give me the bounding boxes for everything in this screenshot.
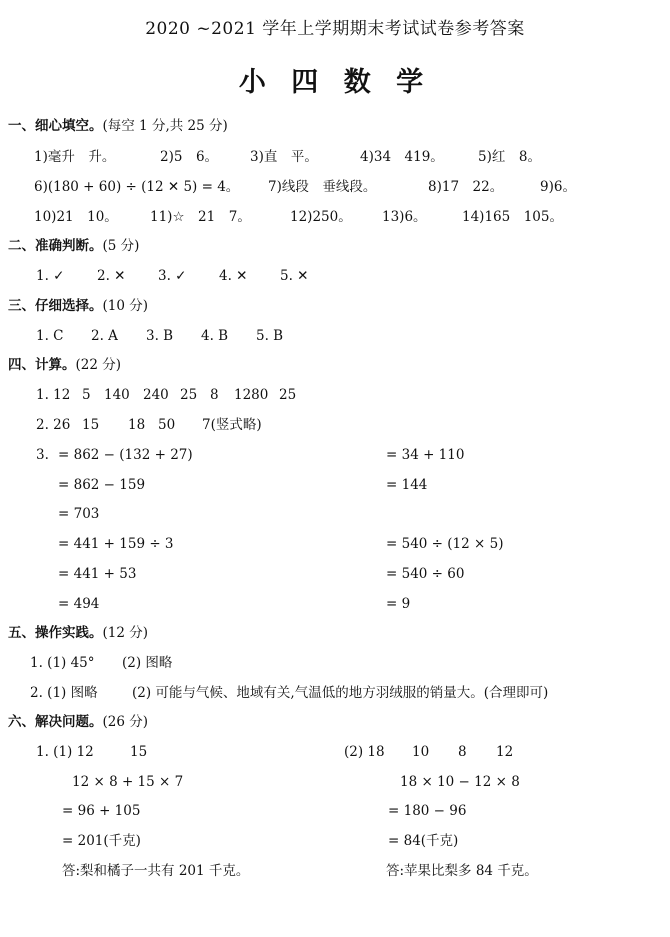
s1-answer-7: 7)线段 垂线段。 — [268, 179, 377, 195]
section-4-note: (22 分) — [75, 357, 122, 373]
header-title: 2020 ~2021 学年上学期期末考试试卷参考答案 — [145, 19, 525, 39]
s1-answer-2: 2)5 6。 — [160, 149, 219, 165]
s3-answer-5: 5. B — [256, 328, 284, 344]
s4-calc-left-3: = 703 — [58, 506, 100, 522]
s4-q2-value-2: 15 — [82, 417, 100, 433]
s1-answer-14: 14)165 105。 — [462, 209, 563, 225]
s5-answer-2-1: 2. (1) 图略 — [30, 685, 98, 701]
main-title: 小 四 数 学 — [238, 67, 432, 98]
s4-q1-value-7: 1280 — [234, 387, 269, 403]
section-2-heading — [8, 237, 139, 255]
s6-q2-line-1: 18 × 10 − 12 × 8 — [400, 774, 520, 790]
s1-answer-3: 3)直 平。 — [250, 149, 318, 165]
s4-q1-value-6: 8 — [210, 387, 219, 403]
s4-calc-left-2: = 862 − 159 — [58, 477, 146, 493]
s4-q3-label: 3. — [36, 447, 49, 463]
s4-calc-right-2: = 144 — [386, 477, 428, 493]
section-1-heading — [8, 117, 228, 135]
s1-answer-5: 5)红 8。 — [478, 149, 541, 165]
s4-calc-left-1: = 862 − (132 + 27) — [58, 447, 193, 463]
s4-q1-value-2: 5 — [82, 387, 91, 403]
s4-calc-left-5: = 441 + 53 — [58, 566, 137, 582]
s6-q2-line-2: = 180 − 96 — [388, 803, 467, 819]
s4-q1-value-3: 140 — [104, 387, 130, 403]
section-2-note: (5 分) — [102, 238, 140, 254]
s1-answer-4: 4)34 419。 — [360, 149, 444, 165]
section-2-title: 二、准确判断。 — [8, 238, 103, 254]
s1-answer-11: 11)☆ 21 7。 — [150, 209, 251, 225]
section-5-heading — [8, 624, 148, 642]
s1-answer-10: 10)21 10。 — [34, 209, 118, 225]
s4-calc-right-1: = 34 + 110 — [386, 447, 465, 463]
s4-calc-left-6: = 494 — [58, 596, 100, 612]
s6-q2-head-3: 8 — [458, 744, 467, 760]
section-5-note: (12 分) — [102, 625, 149, 641]
s4-q1-value-8: 25 — [279, 387, 297, 403]
s6-q2-head-2: 10 — [412, 744, 430, 760]
s6-q1-answer: 答:梨和橘子一共有 201 千克。 — [62, 863, 250, 879]
s5-answer-1-2: (2) 图略 — [122, 655, 173, 671]
section-4-title: 四、计算。 — [8, 357, 76, 373]
s6-q2-head-4: 12 — [496, 744, 514, 760]
s1-answer-8: 8)17 22。 — [428, 179, 504, 195]
s4-calc-right-5: = 9 — [386, 596, 411, 612]
s4-calc-right-4: = 540 ÷ 60 — [386, 566, 465, 582]
s4-q2-value-5: 7(竖式略) — [202, 417, 262, 433]
section-1-note: (每空 1 分,共 25 分) — [102, 118, 228, 134]
section-1-title: 一、细心填空。 — [8, 118, 103, 134]
s4-q1-value-5: 25 — [180, 387, 198, 403]
s2-answer-5: 5. ✕ — [280, 268, 309, 284]
s4-calc-right-3: = 540 ÷ (12 × 5) — [386, 536, 504, 552]
s4-q1-value-4: 240 — [143, 387, 169, 403]
s6-q1-line-1: 12 × 8 + 15 × 7 — [72, 774, 184, 790]
s4-q2-value-3: 18 — [128, 417, 146, 433]
s2-answer-2: 2. ✕ — [97, 268, 126, 284]
s1-answer-1: 1)毫升 升。 — [34, 149, 116, 165]
s3-answer-1: 1. C — [36, 328, 64, 344]
s6-q1-line-3: = 201(千克) — [62, 833, 141, 849]
section-6-title: 六、解决问题。 — [8, 714, 103, 730]
s6-q1-head-1: 1. (1) 12 — [36, 744, 94, 760]
s6-q2-line-3: = 84(千克) — [388, 833, 459, 849]
s2-answer-3: 3. ✓ — [158, 268, 187, 284]
section-5-title: 五、操作实践。 — [8, 625, 103, 641]
s4-q2-value-4: 50 — [158, 417, 176, 433]
section-6-note: (26 分) — [102, 714, 149, 730]
s4-calc-left-4: = 441 + 159 ÷ 3 — [58, 536, 174, 552]
s1-answer-13: 13)6。 — [382, 209, 427, 225]
s5-answer-2-2: (2) 可能与气候、地域有关,气温低的地方羽绒服的销量大。(合理即可) — [132, 685, 549, 701]
s6-q1-line-2: = 96 + 105 — [62, 803, 141, 819]
s3-answer-2: 2. A — [91, 328, 118, 344]
section-6-heading — [8, 713, 148, 731]
s2-answer-1: 1. ✓ — [36, 268, 65, 284]
s5-answer-1-1: 1. (1) 45° — [30, 655, 95, 671]
s1-answer-9: 9)6。 — [540, 179, 576, 195]
section-4-heading — [8, 356, 121, 374]
s6-q2-answer: 答:苹果比梨多 84 千克。 — [386, 863, 538, 879]
s4-q2-value-1: 2. 26 — [36, 417, 71, 433]
s6-q1-head-2: 15 — [130, 744, 148, 760]
section-3-heading — [8, 297, 148, 315]
s3-answer-3: 3. B — [146, 328, 174, 344]
s2-answer-4: 4. ✕ — [219, 268, 248, 284]
s4-q1-value-1: 1. 12 — [36, 387, 71, 403]
s1-answer-6: 6)(180 + 60) ÷ (12 ✕ 5) = 4。 — [34, 179, 240, 195]
s3-answer-4: 4. B — [201, 328, 229, 344]
section-3-title: 三、仔细选择。 — [8, 298, 103, 314]
s1-answer-12: 12)250。 — [290, 209, 352, 225]
section-3-note: (10 分) — [102, 298, 149, 314]
s6-q2-head-1: (2) 18 — [344, 744, 385, 760]
